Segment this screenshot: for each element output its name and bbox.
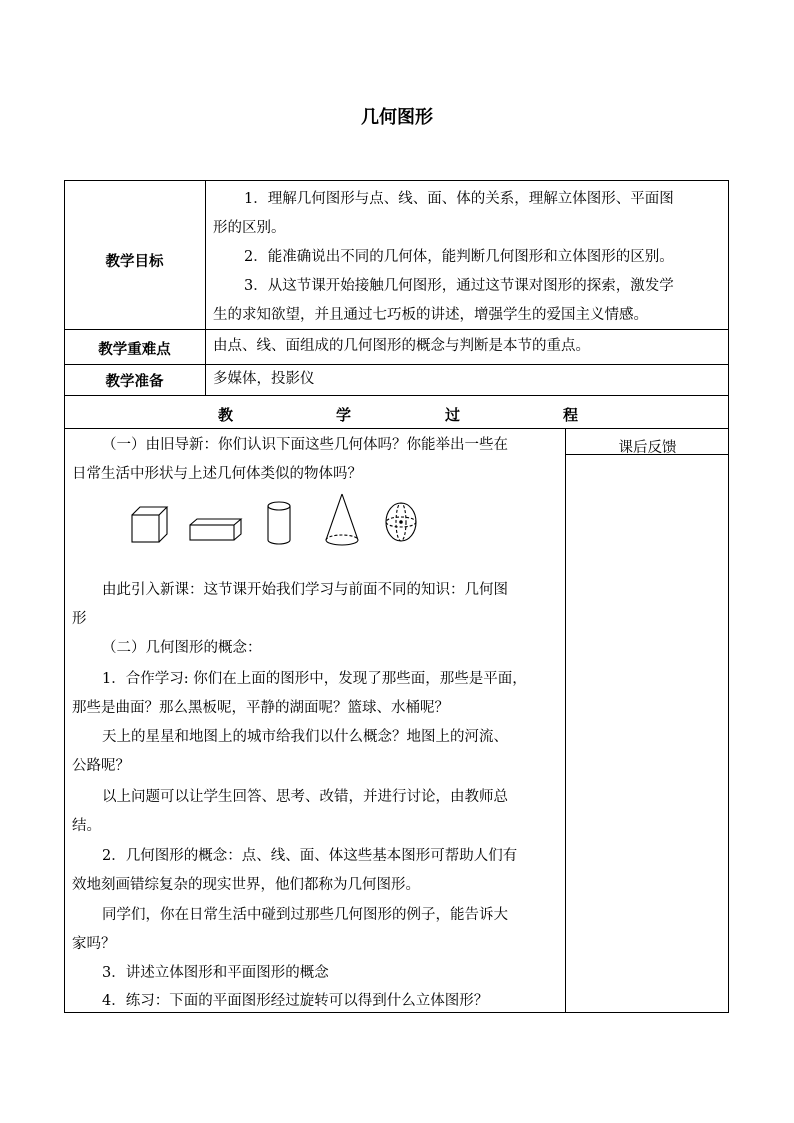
body-paragraph: 3．讲述立体图形和平面图形的概念 [102, 965, 329, 981]
body-paragraph: （一）由旧导新：你们认识下面这些几何体吗？你能举出一些在 [102, 437, 508, 453]
body-paragraph: 4．练习：下面的平面图形经过旋转可以得到什么立体图形？ [102, 993, 489, 1009]
process-heading-char: 过 [445, 406, 461, 424]
body-paragraph: 日常生活中形状与上述几何体类似的物体吗？ [72, 466, 362, 482]
process-heading-char: 程 [563, 406, 579, 424]
body-paragraph: 2．几何图形的概念：点、线、面、体这些基本图形可帮助人们有 [102, 848, 518, 864]
page-title: 几何图形 [361, 107, 433, 128]
objective-3-line-2: 生的求知欲望，并且通过七巧板的讲述，增强学生的爱国主义情感。 [213, 307, 648, 323]
cone-icon [326, 494, 358, 545]
body-paragraph: 效地刻画错综复杂的现实世界，他们都称为几何图形。 [72, 877, 420, 893]
body-paragraph: 1．合作学习: 你们在上面的图形中，发现了那些面，那些是平面， [102, 671, 527, 687]
body-paragraph: 公路呢？ [72, 758, 130, 774]
cuboid-icon [190, 519, 241, 540]
column-divider [205, 180, 206, 395]
body-paragraph: 形 [72, 611, 87, 627]
key-points-text: 由点、线、面组成的几何图形的概念与判断是本节的重点。 [213, 338, 590, 354]
cylinder-icon [268, 502, 290, 544]
geometric-solids-illustration [120, 490, 440, 555]
body-paragraph: 同学们，你在日常生活中碰到过那些几何图形的例子，能告诉大 [102, 907, 508, 923]
objectives-label: 教学目标 [105, 254, 164, 270]
body-paragraph: 那些是曲面？那么黑板呢，平静的湖面呢？篮球、水桶呢？ [72, 700, 449, 716]
body-paragraph: 家吗？ [72, 936, 116, 952]
process-heading-char: 教 [218, 406, 234, 424]
row-divider [64, 428, 729, 429]
objective-3-line-1: 3．从这节课开始接触几何图形，通过这节课对图形的探索，激发学 [244, 278, 674, 294]
process-heading-char: 学 [336, 406, 352, 424]
body-paragraph: 结。 [72, 818, 101, 834]
preparation-label: 教学准备 [105, 374, 164, 390]
cube-icon [132, 507, 167, 542]
column-divider [565, 428, 566, 1013]
objective-2: 2．能准确说出不同的几何体，能判断几何图形和立体图形的区别。 [244, 249, 674, 265]
sphere-icon [386, 503, 416, 541]
key-points-label: 教学重难点 [98, 342, 171, 358]
objective-1-line-2: 形的区别。 [213, 220, 286, 236]
row-divider [64, 364, 729, 365]
body-paragraph: （二）几何图形的概念： [102, 640, 262, 656]
body-paragraph: 以上问题可以让学生回答、思考、改错，并进行讨论，由教师总 [102, 789, 508, 805]
body-paragraph: 天上的星星和地图上的城市给我们以什么概念？地图上的河流、 [102, 729, 508, 745]
feedback-label: 课后反馈 [618, 440, 677, 456]
preparation-text: 多媒体，投影仪 [213, 371, 315, 387]
row-divider [64, 395, 729, 396]
objective-1-line-1: 1．理解几何图形与点、线、面、体的关系，理解立体图形、平面图 [244, 191, 674, 207]
body-paragraph: 由此引入新课：这节课开始我们学习与前面不同的知识：几何图 [102, 582, 508, 598]
